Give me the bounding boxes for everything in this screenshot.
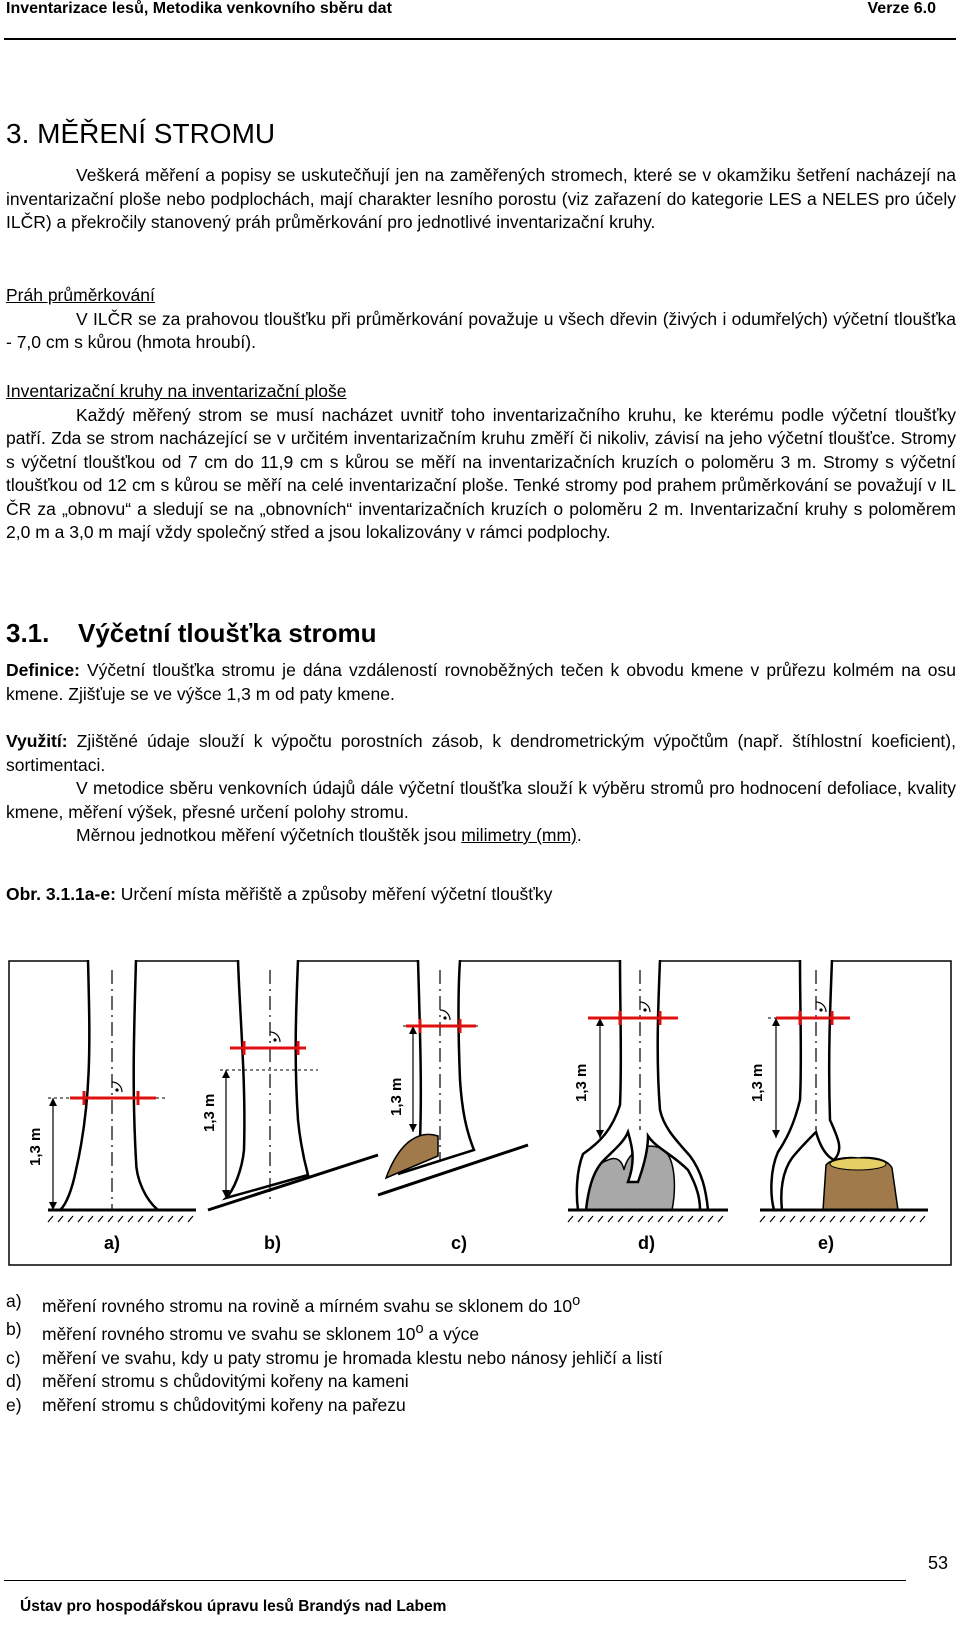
- legend-item: [6, 1370, 663, 1394]
- definition-paragraph: [6, 659, 956, 706]
- document-version: Verze 6.0: [867, 0, 936, 17]
- figure-caption: [6, 883, 956, 907]
- usage-text: Zjištěné údaje slouží k výpočtu porostních zásob, k dendrometrickým výpočtům (např. štíhlostní koeficient), sortimentaci.: [6, 731, 956, 775]
- circles-heading: Inventarizační kruhy na inventarizační ploše: [6, 381, 347, 401]
- legend-item-label: e): [6, 1394, 22, 1415]
- legend-item-text: měření stromu s chůdovitými kořeny na kameni: [42, 1371, 409, 1392]
- document-title: Inventarizace lesů, Metodika venkovního sběru dat: [6, 0, 392, 17]
- usage-paragraph: [6, 730, 956, 848]
- usage-text-3-end: .: [576, 825, 582, 845]
- height-label-a: 1,3 m: [27, 1127, 44, 1166]
- legend-item-text: měření rovného stromu ve svahu se sklonem 10: [42, 1324, 416, 1345]
- intro-paragraph: [6, 164, 956, 235]
- height-label-c: 1,3 m: [388, 1077, 405, 1116]
- height-label-e: 1,3 m: [749, 1063, 766, 1102]
- threshold-heading: Práh průměrkování: [6, 285, 155, 305]
- legend-item-label: a): [6, 1291, 22, 1311]
- figure-caption-text: Určení místa měřiště a způsoby měření výčetní tloušťky: [115, 884, 553, 904]
- page-header: [4, 0, 956, 40]
- intro-text: Veškerá měření a popisy se uskutečňují jen na zaměřených stromech, které se v okamžiku šetření nacházejí na inventarizační ploše nebo podplochách, mají charakter lesního porostu (viz zařazení do kategorie LES a NELES pro účely ILČR) a překročily stanovený práh průměrkování pro jednotlivé inventarizační kruhy.: [6, 165, 956, 232]
- usage-text-2: V metodice sběru venkovních údajů dále výčetní tloušťka slouží k výběru stromů pro hodnocení defoliace, kvality kmene, měření výšek, přesné určení polohy stromu.: [6, 778, 956, 822]
- circles-block: [6, 380, 956, 545]
- legend-item: [6, 1347, 663, 1371]
- legend-item-text: měření stromu s chůdovitými kořeny na pařezu: [42, 1394, 406, 1415]
- page-number: 53: [927, 1553, 948, 1573]
- legend-item-text: měření rovného stromu na rovině a mírném svahu se sklonem do 10: [42, 1295, 573, 1316]
- usage-label: Využití:: [6, 731, 68, 751]
- footer-divider: [4, 1580, 906, 1581]
- height-label-d: 1,3 m: [573, 1063, 590, 1102]
- legend-item: [6, 1318, 663, 1346]
- threshold-text: V ILČR se za prahovou tloušťku při průměrkování považuje u všech dřevin (živých i odumřelých) výčetní tloušťka - 7,0 cm s kůrou (hmota hroubí).: [6, 308, 956, 352]
- panel-label-c: c): [451, 1233, 468, 1253]
- legend-item-label: b): [6, 1319, 22, 1340]
- definition-text: Výčetní tloušťka stromu je dána vzdáleností rovnoběžných tečen k obvodu kmene v průřezu kolmém na osu kmene. Zjišťuje se ve výšce 1,3 m od paty kmene.: [6, 660, 956, 704]
- definition-label: Definice:: [6, 660, 80, 680]
- legend-item: [6, 1290, 663, 1318]
- threshold-block: [6, 284, 956, 355]
- page-footer: Ústav pro hospodářskou úpravu lesů Brandýs nad Labem: [20, 1598, 447, 1615]
- legend-item-label: c): [6, 1347, 21, 1368]
- figure-legend: [6, 1290, 663, 1417]
- legend-item-label: d): [6, 1371, 22, 1392]
- legend-item: [6, 1394, 663, 1418]
- circles-text: Každý měřený strom se musí nacházet uvnitř toho inventarizačního kruhu, ke kterému podle výčetní tloušťky patří. Zda se strom nacházející se v určitém inventarizačním kruhu změří či nikoliv, závisí na jeho výčetní tloušťce. Stromy s výčetní tloušťkou od 7 cm do 11,9 cm s kůrou se měří na inventarizačních kruzích o poloměru 3 m. Stromy s výčetní tloušťkou od 12 cm s kůrou se měří na celé inventarizační ploše. Tenké stromy pod prahem průměrkování se považují v IL ČR za „obnovu“ a sledují se na „obnovních“ inventarizačních kruzích o poloměru 2 m. Inventarizační kruhy s poloměrem 2,0 m a 3,0 m mají vždy společný střed a jsou lokalizovány v rámci podplochy.: [6, 404, 956, 542]
- section-heading: [6, 618, 377, 649]
- panel-label-d: d): [638, 1233, 655, 1253]
- panel-label-b: b): [264, 1233, 281, 1253]
- section-number: 3.1.: [6, 618, 50, 648]
- panel-label-a: a): [104, 1233, 121, 1253]
- figure-label: Obr. 3.1.1a-e:: [6, 884, 116, 904]
- section-title: Výčetní tloušťka stromu: [78, 618, 377, 648]
- legend-item-text-after: a výce: [423, 1324, 480, 1345]
- unit-mm: milimetry (mm): [461, 825, 577, 845]
- panel-label-e: e): [818, 1233, 835, 1253]
- usage-text-3: Měrnou jednotkou měření výčetních tlouštěk jsou: [76, 825, 462, 845]
- chapter-title: 3. MĚŘENÍ STROMU: [6, 118, 276, 149]
- degree-sup: o: [572, 1293, 581, 1309]
- legend-item-text: měření ve svahu, kdy u paty stromu je hromada klestu nebo nánosy jehličí a listí: [42, 1347, 663, 1368]
- tree-measurement-figure: [8, 960, 952, 1266]
- degree-sup: o: [415, 1321, 424, 1338]
- height-label-b: 1,3 m: [201, 1093, 218, 1132]
